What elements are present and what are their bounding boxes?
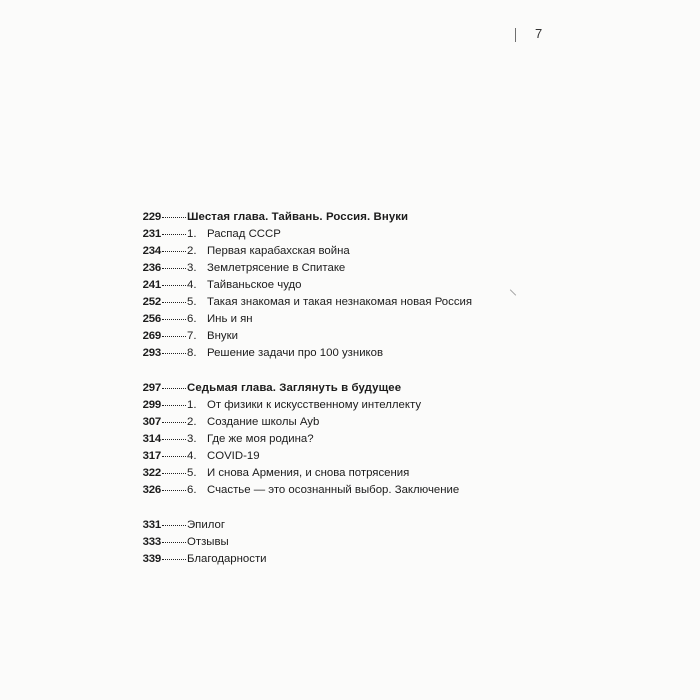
toc-chapter-row[interactable] [140, 209, 580, 226]
toc-item-title: Такая знакомая и такая незнакомая новая Россия [207, 296, 473, 308]
toc-item-row[interactable] [140, 226, 580, 243]
header-divider [515, 28, 516, 42]
toc-page-number: 307 [142, 416, 161, 428]
toc-page-number: 317 [142, 450, 161, 462]
toc-item-row[interactable] [140, 260, 580, 277]
toc-page-number: 326 [142, 484, 161, 496]
toc-section-chapter-7 [140, 380, 580, 499]
page-number: 7 [535, 26, 543, 41]
toc-endmatter-title: Благодарности [187, 553, 267, 565]
toc-item-row[interactable] [140, 414, 580, 431]
toc-endmatter-row[interactable] [140, 551, 580, 568]
toc-page-number: 236 [142, 262, 161, 274]
toc-item-row[interactable] [140, 482, 580, 499]
toc-item-number: 2. [187, 245, 197, 257]
toc-leader-dots [162, 489, 186, 491]
toc-chapter-title: Седьмая глава. Заглянуть в будущее [187, 382, 402, 394]
toc-leader-dots [162, 455, 186, 457]
toc-item-number: 6. [187, 484, 197, 496]
toc-section-chapter-6 [140, 209, 580, 362]
toc-page-number: 339 [142, 553, 161, 565]
toc-page-number: 234 [142, 245, 161, 257]
toc-item-number: 6. [187, 313, 197, 325]
toc-item-number: 5. [187, 296, 197, 308]
toc-item-title: И снова Армения, и снова потрясения [207, 467, 410, 479]
page-header [510, 26, 570, 46]
toc-item-number: 3. [187, 433, 197, 445]
toc-item-row[interactable] [140, 294, 580, 311]
toc-leader-dots [162, 541, 186, 543]
toc-item-title: COVID-19 [207, 450, 260, 462]
toc-leader-dots [162, 404, 186, 406]
toc-item-number: 3. [187, 262, 197, 274]
toc-item-row[interactable] [140, 277, 580, 294]
toc-leader-dots [162, 421, 186, 423]
toc-page-number: 297 [142, 382, 161, 394]
toc-item-number: 4. [187, 450, 197, 462]
toc-leader-dots [162, 387, 186, 389]
toc-item-row[interactable] [140, 431, 580, 448]
toc-leader-dots [162, 301, 186, 303]
toc-item-row[interactable] [140, 328, 580, 345]
toc-item-row[interactable] [140, 243, 580, 260]
toc-section-endmatter [140, 517, 580, 568]
toc-page-number: 293 [142, 347, 161, 359]
toc-endmatter-title: Эпилог [187, 519, 225, 531]
toc-page-number: 231 [142, 228, 161, 240]
toc-leader-dots [162, 284, 186, 286]
toc-item-title: Где же моя родина? [207, 433, 314, 445]
toc-page-number: 252 [142, 296, 161, 308]
toc-page-number: 331 [142, 519, 161, 531]
toc-page-number: 241 [142, 279, 161, 291]
toc-leader-dots [162, 352, 186, 354]
toc-item-title: Инь и ян [207, 313, 253, 325]
toc-item-title: Первая карабахская война [207, 245, 350, 257]
toc-leader-dots [162, 318, 186, 320]
toc-page-number: 229 [142, 211, 161, 223]
toc-page-number: 322 [142, 467, 161, 479]
toc-page-number: 269 [142, 330, 161, 342]
toc-item-title: Создание школы Ayb [207, 416, 320, 428]
toc-leader-dots [162, 335, 186, 337]
toc-page-number: 299 [142, 399, 161, 411]
toc-leader-dots [162, 438, 186, 440]
toc-item-title: Распад СССР [207, 228, 281, 240]
toc-item-row[interactable] [140, 397, 580, 414]
toc-page-number: 256 [142, 313, 161, 325]
toc-item-number: 5. [187, 467, 197, 479]
toc-item-number: 8. [187, 347, 197, 359]
toc-item-number: 1. [187, 228, 197, 240]
toc-item-title: Внуки [207, 330, 238, 342]
toc-item-row[interactable] [140, 311, 580, 328]
toc-leader-dots [162, 233, 186, 235]
toc-item-number: 2. [187, 416, 197, 428]
toc-item-number: 1. [187, 399, 197, 411]
toc-leader-dots [162, 524, 186, 526]
toc-item-title: Землетрясение в Спитаке [207, 262, 346, 274]
toc-endmatter-row[interactable] [140, 517, 580, 534]
toc-leader-dots [162, 250, 186, 252]
toc-leader-dots [162, 472, 186, 474]
toc-item-row[interactable] [140, 345, 580, 362]
toc-item-row[interactable] [140, 448, 580, 465]
toc-endmatter-row[interactable] [140, 534, 580, 551]
toc-item-row[interactable] [140, 465, 580, 482]
toc-endmatter-title: Отзывы [187, 536, 229, 548]
toc-leader-dots [162, 558, 186, 560]
toc-item-title: От физики к искусственному интеллекту [207, 399, 422, 411]
toc-item-title: Счастье — это осознанный выбор. Заключение [207, 484, 460, 496]
toc-item-number: 7. [187, 330, 197, 342]
table-of-contents [140, 209, 580, 586]
toc-leader-dots [162, 267, 186, 269]
toc-item-title: Решение задачи про 100 узников [207, 347, 384, 359]
toc-item-number: 4. [187, 279, 197, 291]
toc-leader-dots [162, 216, 186, 218]
toc-page-number: 314 [142, 433, 161, 445]
toc-page-number: 333 [142, 536, 161, 548]
toc-chapter-title: Шестая глава. Тайвань. Россия. Внуки [187, 211, 409, 223]
toc-chapter-row[interactable] [140, 380, 580, 397]
toc-item-title: Тайваньское чудо [207, 279, 302, 291]
